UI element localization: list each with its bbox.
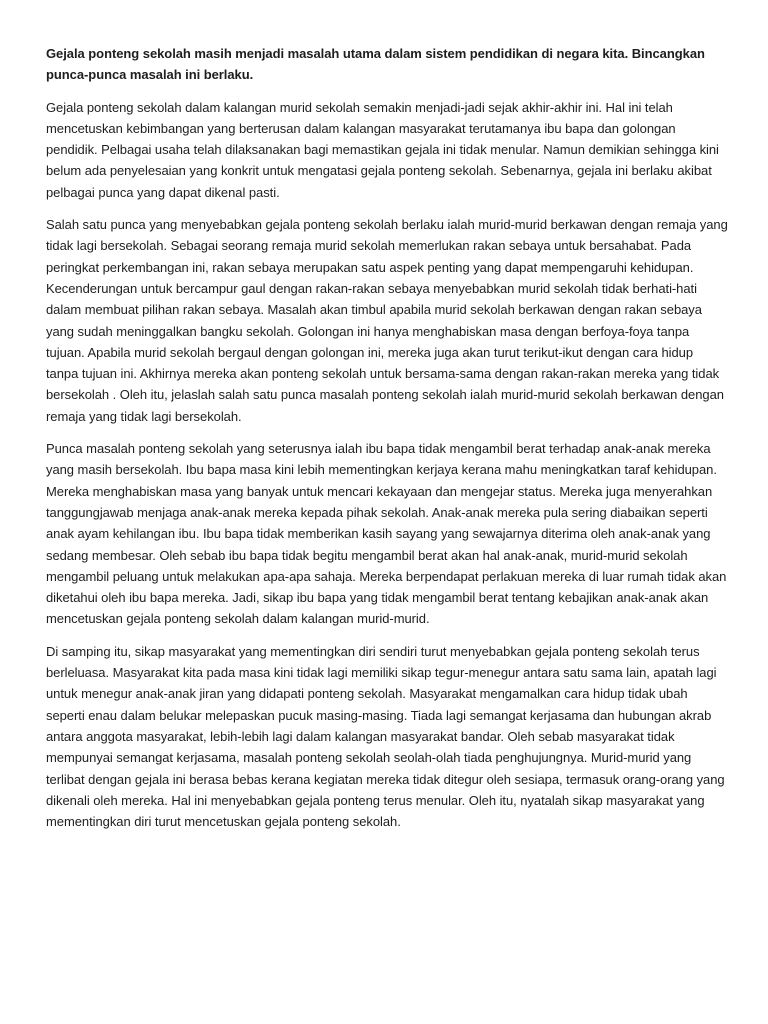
essay-question-heading: Gejala ponteng sekolah masih menjadi masalah utama dalam sistem pendidikan di negara kita. Bincangkan punca-punca masalah ini berlaku. (46, 46, 705, 83)
paragraph-introduction: Gejala ponteng sekolah dalam kalangan murid sekolah semakin menjadi-jadi sejak akhir-akhir ini. Hal ini telah mencetuskan kebimbangan yang berterusan dalam kalangan masyarakat terutamanya ibu bapa dan golongan pendidik. Pelbagai usaha telah dilaksanakan bagi memastikan gejala ini tidak menular. Namun demikian sehingga kini belum ada penyelesaian yang konkrit untuk mengatasi gejala ponteng sekolah. Sebenarnya, gejala ini berlaku akibat pelbagai punca yang dapat dikenal pasti. (46, 99, 719, 200)
paragraph-peer-influence: Salah satu punca yang menyebabkan gejala ponteng sekolah berlaku ialah murid-murid berkawan dengan remaja yang tidak lagi bersekolah. Sebagai seorang remaja murid sekolah memerlukan rakan sebaya untuk bersahabat. Pada peringkat perkembangan ini, rakan sebaya merupakan satu aspek penting yang dapat mempengaruhi kehidupan. Kecenderungan untuk bercampur gaul dengan rakan-rakan sebaya menyebabkan murid sekolah tidak berhati-hati dalam membuat pilihan rakan sebaya. Masalah akan timbul apabila murid sekolah berkawan dengan rakan sebaya yang sudah meninggalkan bangku sekolah. Golongan ini hanya menghabiskan masa dengan berfoya-foya tanpa tujuan. Apabila murid sekolah bergaul dengan golongan ini, mereka juga akan turut terikut-ikut dengan cara hidup tanpa tujuan ini. Akhirnya mereka akan ponteng sekolah untuk bersama-sama dengan rakan-rakan mereka yang tidak bersekolah . Oleh itu, jelaslah salah satu punca masalah ponteng sekolah ialah murid-murid sekolah berkawan dengan remaja yang tidak lagi bersekolah. (46, 217, 728, 424)
paragraph-selfish-society: Di samping itu, sikap masyarakat yang mementingkan diri sendiri turut menyebabkan gejala ponteng sekolah terus berleluasa. Masyarakat kita pada masa kini tidak lagi memiliki sikap tegur-menegur antara satu sama lain, apatah lagi untuk menegur anak-anak jiran yang didapati ponteng sekolah. Masyarakat mengamalkan cara hidup tidak ubah seperti enau dalam belukar melepaskan pucuk masing-masing. Tiada lagi semangat kerjasama dan hubungan akrab antara anggota masyarakat, lebih-lebih lagi dalam kalangan masyarakat bandar. Oleh sebab masyarakat tidak mempunyai semangat kerjasama, masalah ponteng sekolah seolah-olah tiada penghujungnya. Murid-murid yang terlibat dengan gejala ini berasa bebas kerana kegiatan mereka tidak ditegur oleh sesiapa, termasuk orang-orang yang dikenali oleh mereka. Hal ini menyebabkan gejala ponteng terus menular. Oleh itu, nyatalah sikap masyarakat yang mementingkan diri turut mencetuskan gejala ponteng sekolah. (46, 643, 725, 830)
document-page (46, 43, 728, 843)
paragraph-parental-neglect: Punca masalah ponteng sekolah yang seterusnya ialah ibu bapa tidak mengambil berat terhadap anak-anak mereka yang masih bersekolah. Ibu bapa masa kini lebih mementingkan kerjaya kerana mahu meningkatkan taraf kehidupan. Mereka menghabiskan masa yang banyak untuk mencari kekayaan dan mengejar status. Mereka juga menyerahkan tanggungjawab menjaga anak-anak mereka kepada pihak sekolah. Anak-anak mereka pula sering diabaikan seperti anak ayam kehilangan ibu. Ibu bapa tidak memberikan kasih sayang yang sewajarnya diterima oleh anak-anak yang sedang membesar. Oleh sebab ibu bapa tidak begitu mengambil berat akan hal anak-anak, murid-murid sekolah mengambil peluang untuk melakukan apa-apa sahaja. Mereka berpendapat perlakuan mereka di luar rumah tidak akan diketahui oleh ibu bapa mereka. Jadi, sikap ibu bapa yang tidak mengambil berat tentang kebajikan anak-anak akan mencetuskan gejala ponteng sekolah dalam kalangan murid-murid. (46, 441, 727, 627)
